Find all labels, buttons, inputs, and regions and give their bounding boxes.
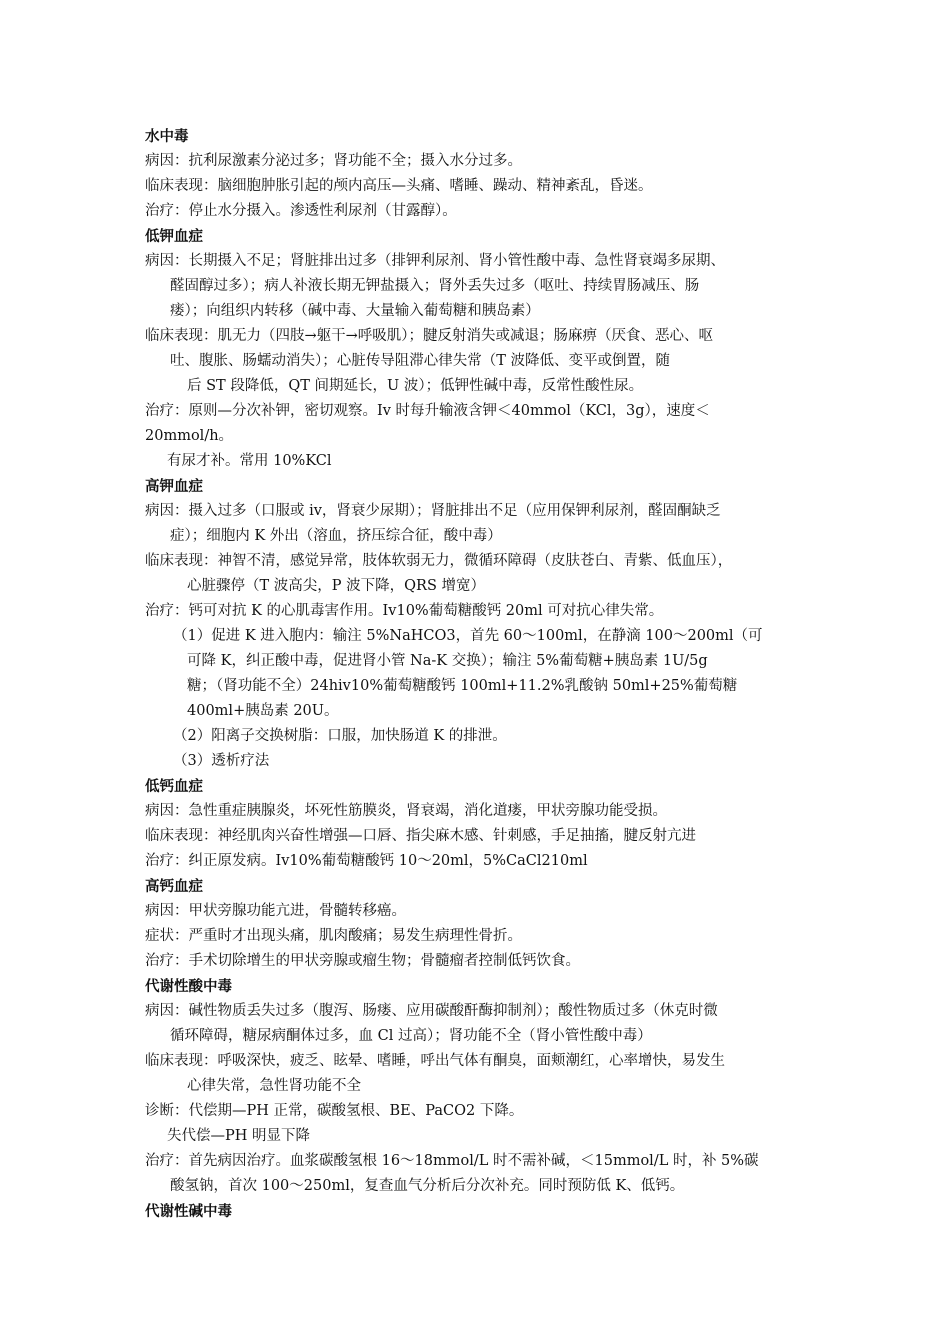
text-line: 病因：长期摄入不足；肾脏排出过多（排钾利尿剂、肾小管性酸中毒、急性肾衰竭多尿期、 bbox=[145, 253, 725, 269]
text-line: 临床表现：神智不清，感觉异常，肢体软弱无力，微循环障碍（皮肤苍白、青紫、低血压）， bbox=[145, 553, 733, 569]
text-line: 治疗：原则—分次补钾，密切观察。Iv 时每升输液含钾＜40mmol（KCl，3g），速度＜ bbox=[145, 403, 710, 419]
section-heading: 水中毒 bbox=[145, 128, 189, 145]
text-line: 病因：碱性物质丢失过多（腹泻、肠瘘、应用碳酸酐酶抑制剂）；酸性物质过多（休克时微 bbox=[145, 1003, 718, 1019]
text-line: 治疗：手术切除增生的甲状旁腺或瘤生物；骨髓瘤者控制低钙饮食。 bbox=[145, 953, 580, 969]
text-line: 20mmol/h。 bbox=[145, 428, 234, 444]
text-line: 治疗：纠正原发病。Iv10%葡萄糖酸钙 10～20ml，5%CaCl210ml bbox=[145, 853, 588, 869]
text-line: 心脏骤停（T 波高尖，P 波下降，QRS 增宽） bbox=[187, 578, 485, 594]
text-line: 后 ST 段降低，QT 间期延长，U 波）；低钾性碱中毒，反常性酸性尿。 bbox=[187, 378, 644, 394]
text-line: 循环障碍，糖尿病酮体过多，血 Cl 过高）；肾功能不全（肾小管性酸中毒） bbox=[170, 1028, 652, 1044]
text-line: 病因：抗利尿激素分泌过多；肾功能不全；摄入水分过多。 bbox=[145, 153, 522, 169]
section-heading: 高钾血症 bbox=[145, 478, 203, 495]
section-heading: 代谢性碱中毒 bbox=[145, 1203, 232, 1220]
text-line: 有尿才补。常用 10%KCl bbox=[167, 453, 332, 469]
text-line: 临床表现：脑细胞肿胀引起的颅内高压—头痛、嗜睡、躁动、精神紊乱，昏迷。 bbox=[145, 178, 653, 194]
text-line: 病因：甲状旁腺功能亢进，骨髓转移癌。 bbox=[145, 903, 406, 919]
section-heading: 高钙血症 bbox=[145, 878, 203, 895]
text-line: 糖；（肾功能不全）24hiv10%葡萄糖酸钙 100ml+11.2%乳酸钠 50ml+25%葡萄糖 bbox=[187, 678, 738, 694]
section-heading: 代谢性酸中毒 bbox=[145, 978, 232, 995]
text-line: 症）；细胞内 K 外出（溶血，挤压综合征，酸中毒） bbox=[170, 528, 502, 544]
text-line: 治疗：首先病因治疗。血浆碳酸氢根 16～18mmol/L 时不需补碱，＜15mmol/L 时，补 5%碳 bbox=[145, 1153, 759, 1169]
text-line: 心律失常，急性肾功能不全 bbox=[187, 1078, 361, 1094]
text-line: 吐、腹胀、肠蠕动消失）；心脏传导阻滞心律失常（T 波降低、变平或倒置，随 bbox=[170, 353, 671, 369]
text-line: 病因：摄入过多（口服或 iv，肾衰少尿期）；肾脏排出不足（应用保钾利尿剂，醛固酮缺乏 bbox=[145, 503, 721, 519]
document-body bbox=[145, 124, 815, 1224]
text-line: 症状：严重时才出现头痛，肌肉酸痛；易发生病理性骨折。 bbox=[145, 928, 522, 944]
section-heading: 低钾血症 bbox=[145, 228, 203, 245]
text-line: 酸氢钠，首次 100～250ml，复查血气分析后分次补充。同时预防低 K、低钙。 bbox=[170, 1178, 685, 1194]
text-line: 失代偿—PH 明显下降 bbox=[167, 1128, 311, 1144]
text-line: 临床表现：神经肌肉兴奋性增强—口唇、指尖麻木感、针刺感，手足抽搐，腱反射亢进 bbox=[145, 828, 696, 844]
text-line: 治疗：停止水分摄入。渗透性利尿剂（甘露醇）。 bbox=[145, 203, 457, 219]
text-line: 治疗：钙可对抗 K 的心肌毒害作用。Iv10%葡萄糖酸钙 20ml 可对抗心律失常。 bbox=[145, 603, 664, 619]
text-line: 可降 K，纠正酸中毒，促进肾小管 Na-K 交换）；输注 5%葡萄糖+胰岛素 1U/5g bbox=[187, 653, 708, 669]
text-line: 400ml+胰岛素 20U。 bbox=[187, 703, 339, 719]
text-line: 临床表现：肌无力（四肢→躯干→呼吸肌）；腱反射消失或减退；肠麻痹（厌食、恶心、呕 bbox=[145, 328, 714, 344]
text-line: （3）透析疗法 bbox=[173, 753, 270, 769]
text-line: 病因：急性重症胰腺炎，坏死性筋膜炎，肾衰竭，消化道瘘，甲状旁腺功能受损。 bbox=[145, 803, 667, 819]
text-line: 醛固醇过多）；病人补液长期无钾盐摄入；肾外丢失过多（呕吐、持续胃肠减压、肠 bbox=[170, 278, 700, 294]
text-line: 临床表现：呼吸深快，疲乏、眩晕、嗜睡，呼出气体有酮臭，面颊潮红，心率增快，易发生 bbox=[145, 1053, 725, 1069]
text-line: （2）阳离子交换树脂：口服，加快肠道 K 的排泄。 bbox=[173, 728, 507, 744]
text-line: 诊断：代偿期—PH 正常，碳酸氢根、BE、PaCO2 下降。 bbox=[145, 1103, 524, 1119]
text-line: 瘘）；向组织内转移（碱中毒、大量输入葡萄糖和胰岛素） bbox=[170, 303, 540, 319]
section-heading: 低钙血症 bbox=[145, 778, 203, 795]
text-line: （1）促进 K 进入胞内：输注 5%NaHCO3，首先 60～100ml，在静滴 100～200ml（可 bbox=[173, 628, 763, 644]
